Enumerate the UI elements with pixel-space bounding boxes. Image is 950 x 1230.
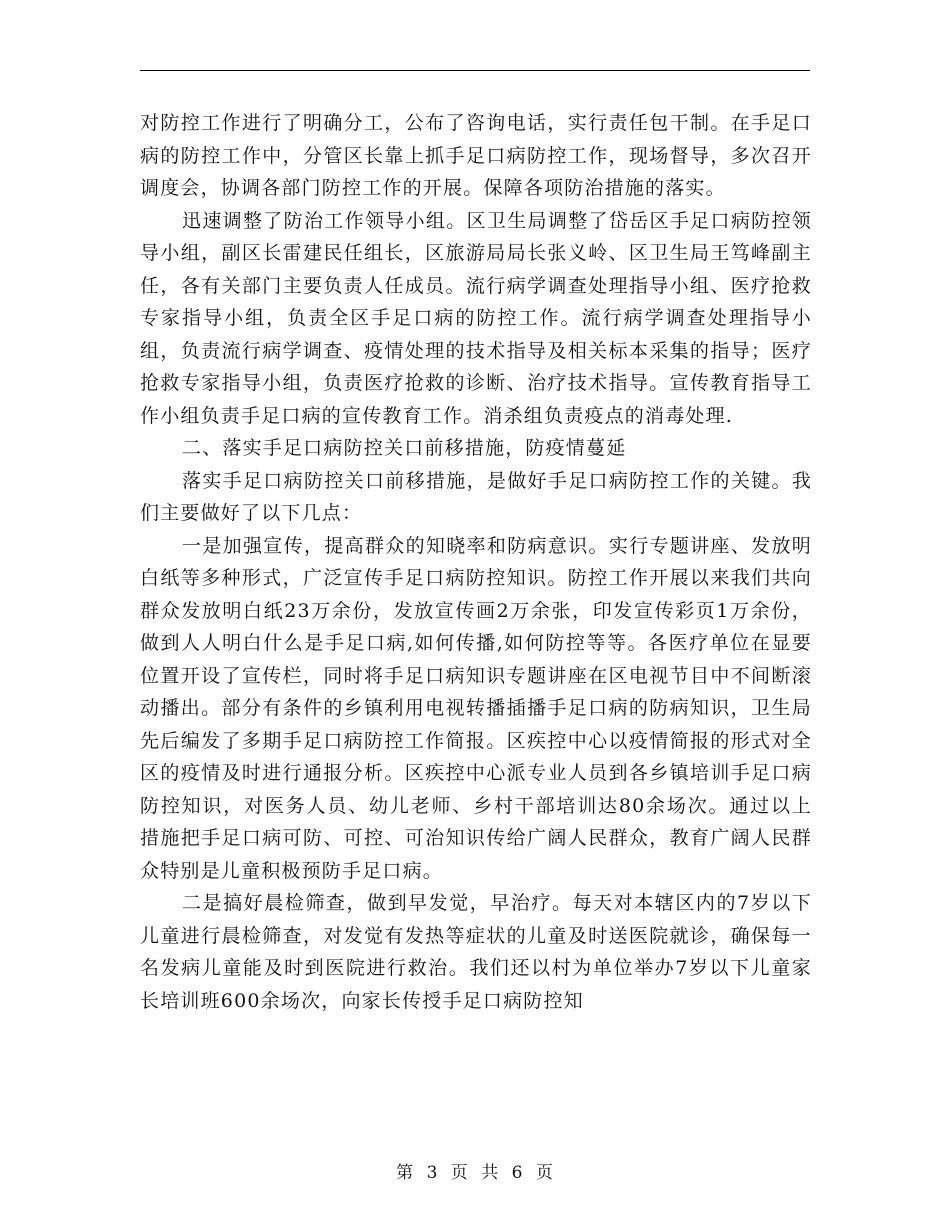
paragraph-screening: 二是搞好晨检筛查，做到早发觉，早治疗。每天对本辖区内的7岁以下儿童进行晨检筛查，对发觉有发热等症状的儿童及时送医院就诊，确保每一名发病儿童能及时到医院进行救治。我们还以村为单位举办7岁以下儿童家长培训班600余场次，向家长传授手足口病防控知 [140, 892, 812, 1012]
section-heading: 二、落实手足口病防控关口前移措施，防疫情蔓延 [182, 437, 627, 459]
footer-di: 第 [396, 1163, 415, 1183]
footer-ye2: 页 [535, 1163, 554, 1183]
page-footer [0, 1158, 950, 1183]
paragraph-publicity: 一是加强宣传，提高群众的知晓率和防病意识。实行专题讲座、发放明白纸等多种形式，广泛宣传手足口病防控知识。防控工作开展以来我们共向群众发放明白纸23万余份，发放宣传画2万余张，印发宣传彩页1万余份，做到人人明白什么是手足口病,如何传播,如何防控等等。各医疗单位在显要位置开设了宣传栏，同时将手足口病知识专题讲座在区电视节目中不间断滚动播出。部分有条件的乡镇利用电视转播插播手足口病的防病知识，卫生局先后编发了多期手足口病防控工作简报。区疾控中心以疫情简报的形式对全区的疫情及时进行通报分析。区疾控中心派专业人员到各乡镇培训手足口病防控知识，对医务人员、幼儿老师、乡村干部培训达80余场次。通过以上措施把手足口病可防、可控、可治知识传给广阔人民群众，教育广阔人民群众特别是儿童积极预防手足口病。 [140, 534, 812, 882]
footer-gong: 共 [481, 1163, 500, 1183]
paragraph-leading-group: 迅速调整了防治工作领导小组。区卫生局调整了岱岳区手足口病防控领导小组，副区长雷建民任组长，区旅游局局长张义岭、区卫生局王笃峰副主任，各有关部门主要负责人任成员。流行病学调查处理指导小组、医疗抢救专家指导小组，负责全区手足口病的防控工作。流行病学调查处理指导小组，负责流行病学调查、疫情处理的技术指导及相关标本采集的指导；医疗抢救专家指导小组，负责医疗抢救的诊断、治疗技术指导。宣传教育指导工作小组负责手足口病的宣传教育工作。消杀组负责疫点的消毒处理. [140, 209, 812, 427]
footer-page-number: 3 [426, 1163, 439, 1183]
footer-ye: 页 [450, 1163, 469, 1183]
footer-total-pages: 6 [511, 1163, 524, 1183]
header-rule [140, 70, 810, 71]
paragraph-continued: 对防控工作进行了明确分工，公布了咨询电话，实行责任包干制。在手足口病的防控工作中，分管区长靠上抓手足口病防控工作，现场督导，多次召开调度会，协调各部门防控工作的开展。保障各项防治措施的落实。 [140, 112, 812, 199]
paragraph-intro: 落实手足口病防控关口前移措施，是做好手足口病防控工作的关键。我们主要做好了以下几点： [140, 469, 812, 524]
body-text [140, 107, 812, 1017]
